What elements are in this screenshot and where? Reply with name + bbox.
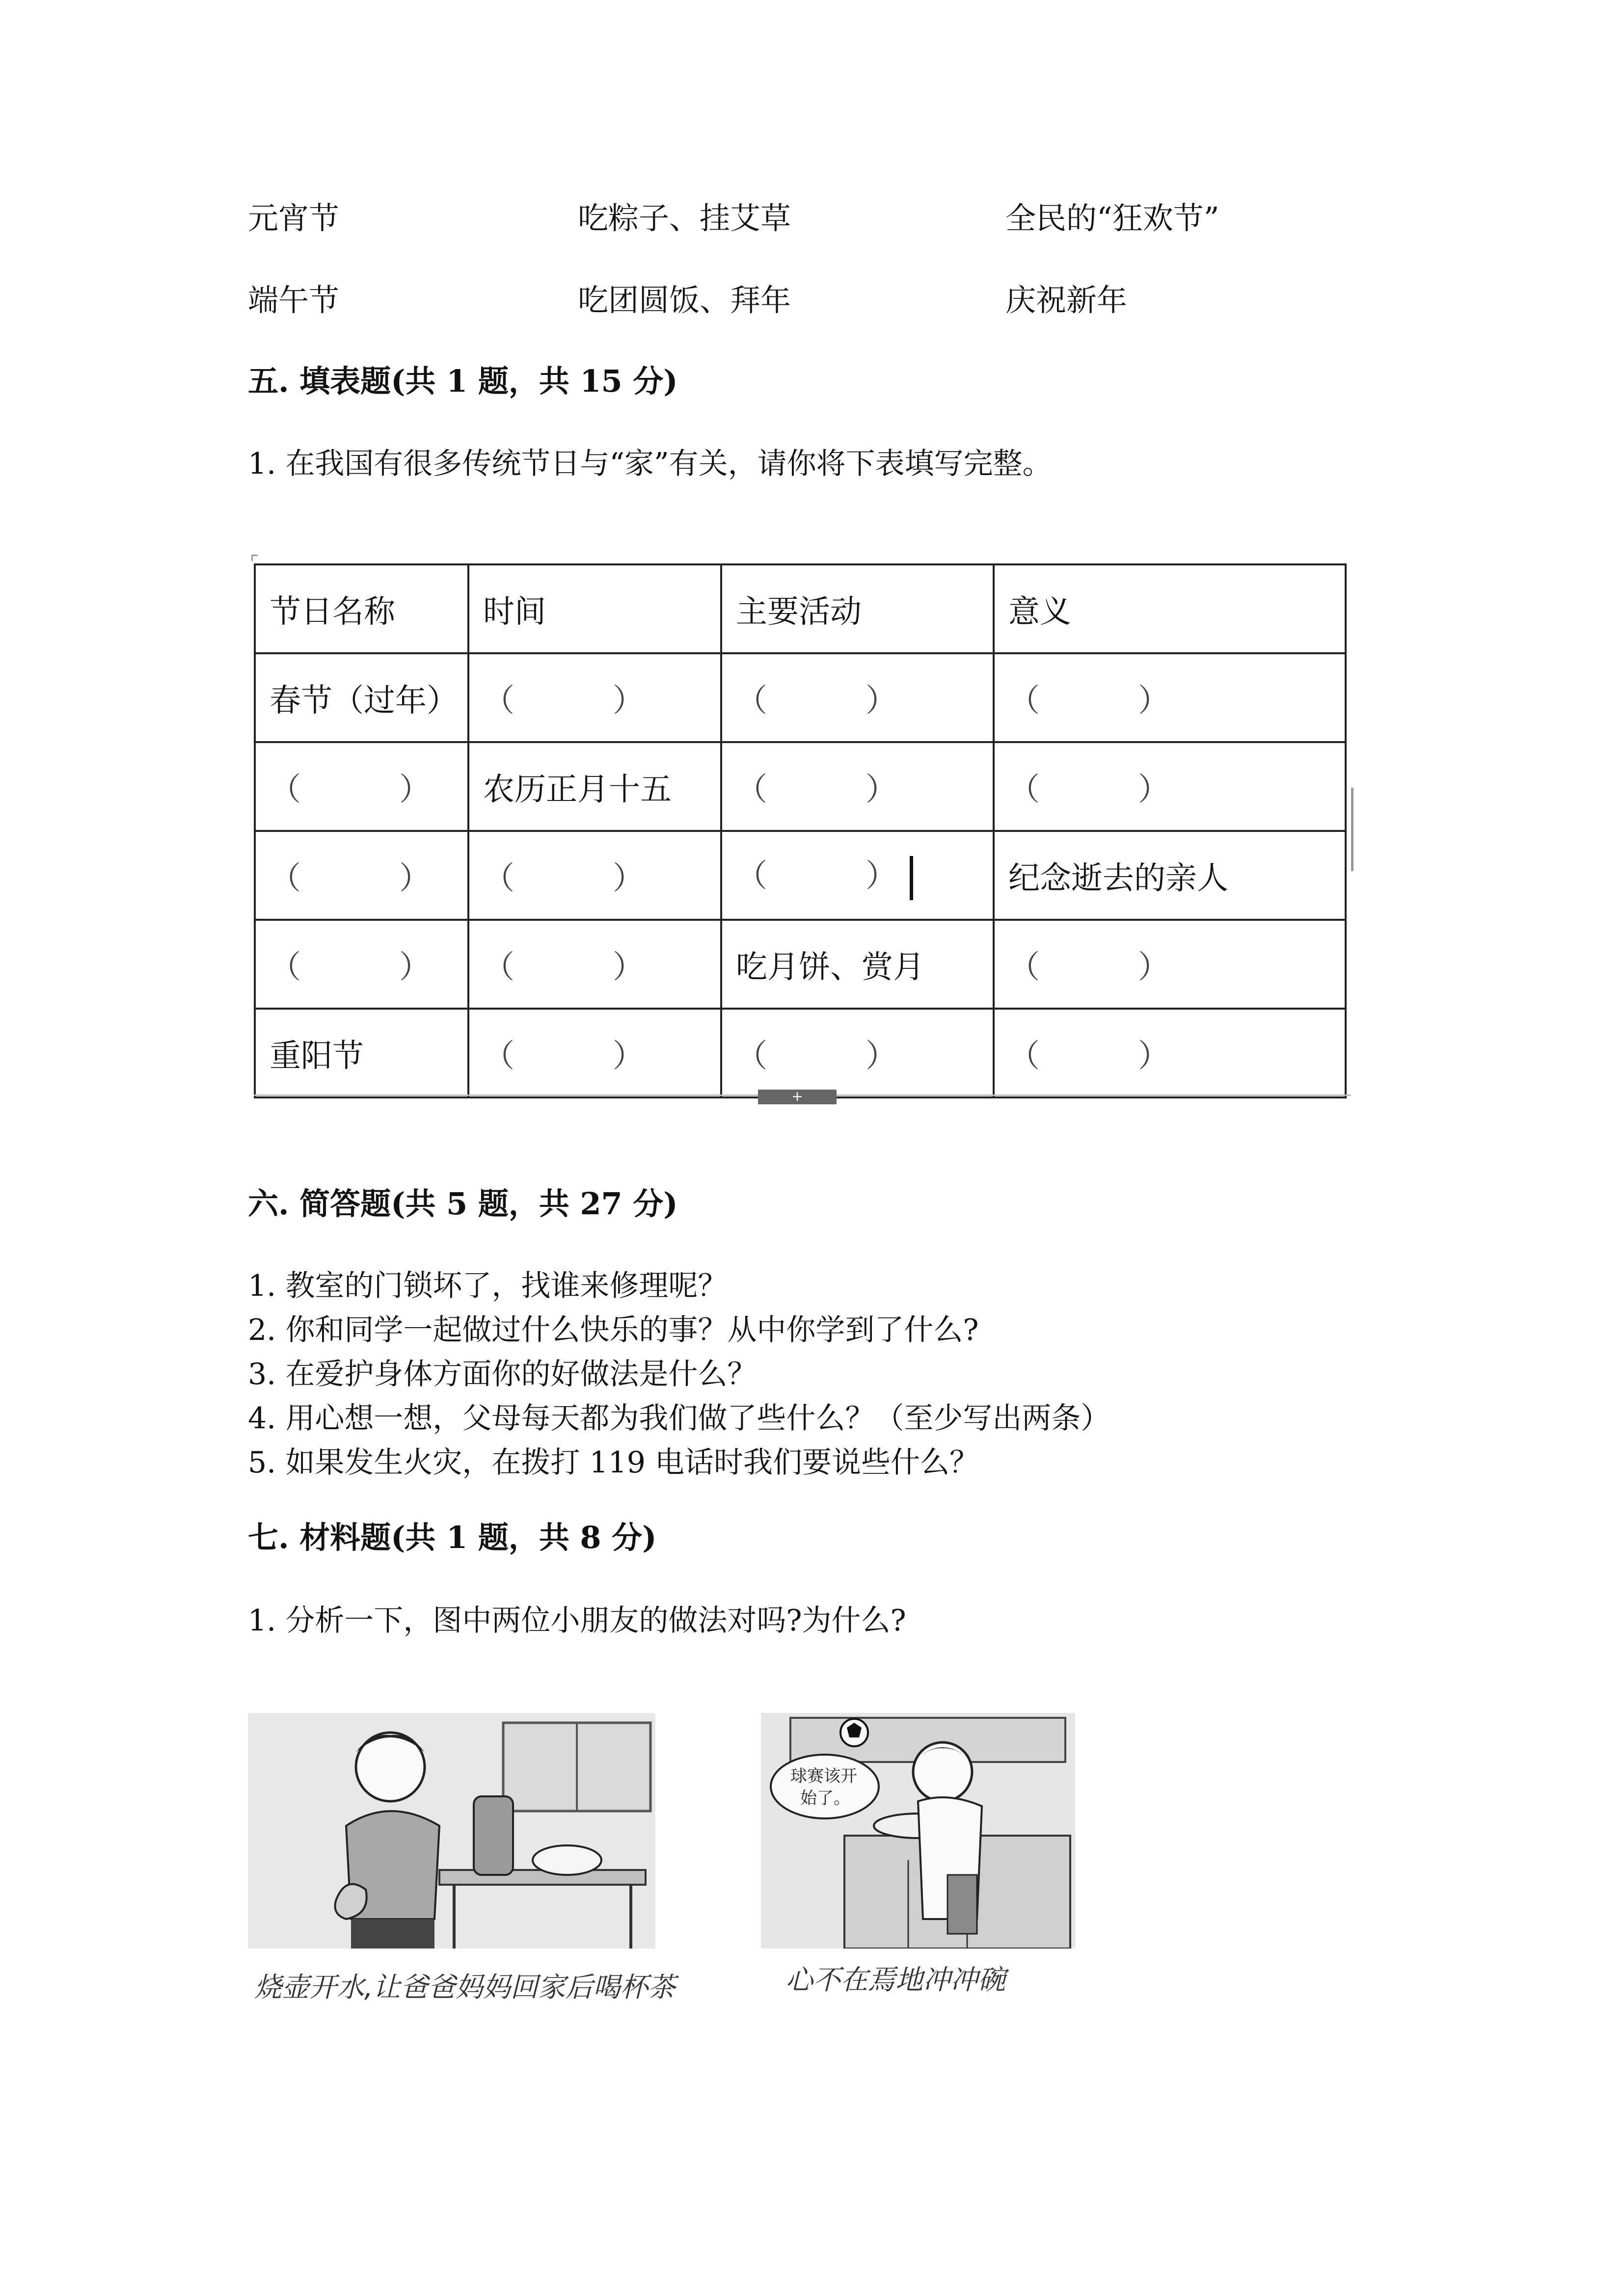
table-resize-handle[interactable] (1351, 788, 1353, 871)
table-cell[interactable]: （ ） (994, 653, 1346, 742)
table-bottom-bar (254, 1088, 1351, 1104)
matching-row-1 (248, 199, 1377, 238)
matching-custom: 吃粽子、挂艾草 (578, 200, 791, 236)
matching-row-2 (248, 281, 1377, 320)
cell-text: （ ） (736, 858, 898, 895)
table-row (255, 1009, 1346, 1097)
table-cell[interactable]: （ ） (255, 920, 468, 1009)
matching-meaning: 全民的“狂欢节” (1005, 200, 1219, 236)
table-cell[interactable]: （ ） (721, 653, 994, 742)
section-6-question: 3. 在爱护身体方面你的好做法是什么？ (248, 1357, 757, 1391)
thought-bubble-text-1: 球赛该开 (790, 1766, 857, 1786)
section-6-title: 六. 简答题(共 5 题，共 27 分) (248, 1186, 678, 1222)
table-cell[interactable]: （ ） (468, 653, 721, 742)
table-cell[interactable]: （ ） (994, 742, 1346, 831)
section-5-title: 五. 填表题(共 1 题，共 15 分) (248, 363, 678, 399)
table-row (255, 742, 1346, 831)
table-move-handle[interactable] (251, 555, 258, 561)
table-header-cell[interactable]: 意义 (994, 564, 1346, 653)
table-cell-with-cursor[interactable] (721, 831, 994, 920)
right-picture-caption: 心不在焉地冲冲碗 (785, 1964, 1005, 1996)
matching-custom: 吃团圆饭、拜年 (578, 282, 791, 318)
table-cell[interactable]: 春节（过年） (255, 653, 468, 742)
table-header-row (255, 564, 1346, 653)
table-row (255, 920, 1346, 1009)
section-6-question: 2. 你和同学一起做过什么快乐的事？从中你学到了什么? (248, 1313, 979, 1347)
add-row-button[interactable]: + (758, 1090, 837, 1104)
table-cell[interactable]: （ ） (468, 1009, 721, 1097)
table-header-cell[interactable]: 时间 (468, 564, 721, 653)
table-cell[interactable]: 纪念逝去的亲人 (994, 831, 1346, 920)
text-cursor (910, 856, 913, 900)
boy-illustration-drawing (761, 1713, 1075, 1949)
section-5-question: 1. 在我国有很多传统节日与“家”有关，请你将下表填写完整。 (248, 447, 1052, 481)
table-cell[interactable]: （ ） (255, 831, 468, 920)
section-6-question: 5. 如果发生火灾，在拨打 119 电话时我们要说些什么？ (248, 1445, 979, 1480)
section-6-question: 1. 教室的门锁坏了，找谁来修理呢？ (248, 1269, 728, 1303)
table-cell[interactable]: 重阳节 (255, 1009, 468, 1097)
matching-festival: 端午节 (248, 282, 340, 318)
table-header-cell[interactable]: 节日名称 (255, 564, 468, 653)
table-cell[interactable]: 吃月饼、赏月 (721, 920, 994, 1009)
table-cell[interactable]: （ ） (994, 920, 1346, 1009)
section-7-question: 1. 分析一下，图中两位小朋友的做法对吗?为什么? (248, 1603, 906, 1638)
table-cell[interactable]: （ ） (468, 920, 721, 1009)
table-cell[interactable]: （ ） (468, 831, 721, 920)
girl-illustration-drawing (248, 1713, 655, 1949)
festival-table (254, 563, 1347, 1098)
table-cell[interactable]: （ ） (721, 1009, 994, 1097)
girl-boiling-water-illustration (248, 1713, 655, 1949)
table-row (255, 831, 1346, 920)
matching-meaning: 庆祝新年 (1005, 282, 1128, 318)
table-header-cell[interactable]: 主要活动 (721, 564, 994, 653)
table-cell[interactable]: （ ） (255, 742, 468, 831)
left-picture-caption: 烧壶开水,让爸爸妈妈回家后喝杯茶 (254, 1972, 676, 2003)
boy-washing-dishes-illustration (761, 1713, 1075, 1949)
thought-bubble-text-2: 始了。 (800, 1789, 850, 1808)
section-7-title: 七. 材料题(共 1 题，共 8 分) (248, 1520, 657, 1555)
table-cell[interactable]: 农历正月十五 (468, 742, 721, 831)
table-row (255, 653, 1346, 742)
table-cell[interactable]: （ ） (994, 1009, 1346, 1097)
table-cell[interactable]: （ ） (721, 742, 994, 831)
matching-festival: 元宵节 (248, 200, 340, 236)
section-6-question: 4. 用心想一想，父母每天都为我们做了些什么？（至少写出两条） (248, 1401, 1110, 1436)
